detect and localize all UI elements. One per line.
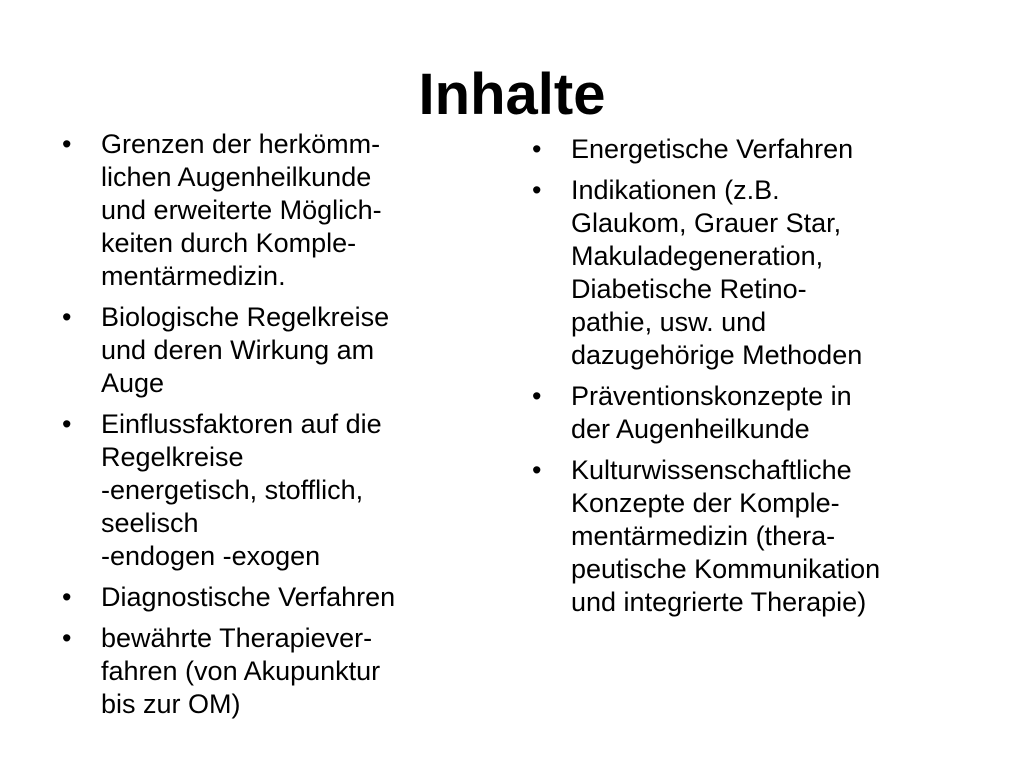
bullet-text-line: bis zur OM) [101, 689, 241, 719]
bullet-text-line: der Augenheilkunde [571, 414, 810, 444]
bullet-text-line: Konzepte der Komple- [571, 488, 840, 518]
bullet-text-line: Glaukom, Grauer Star, [571, 208, 842, 238]
bullet-marker: • [62, 302, 72, 332]
bullet-text-line: Einflussfaktoren auf die [101, 409, 382, 439]
bullet-marker: • [532, 381, 542, 411]
bullet-text-line: -energetisch, stofflich, [101, 475, 364, 505]
bullet-item [532, 133, 972, 166]
bullet-text-line: und erweiterte Möglich- [101, 195, 382, 225]
bullet-text-line: und integrierte Therapie) [571, 587, 867, 617]
bullet-text-line: keiten durch Komple- [101, 228, 357, 258]
bullet-text-line: Energetische Verfahren [571, 134, 854, 164]
bullet-item [62, 301, 492, 400]
bullet-marker: • [62, 623, 72, 653]
bullet-text-line: mentärmedizin (thera- [571, 521, 836, 551]
bullet-text-line: Präventionskonzepte in [571, 381, 852, 411]
bullet-marker: • [62, 582, 72, 612]
bullet-item [62, 622, 492, 721]
bullet-text-line: Diagnostische Verfahren [101, 582, 396, 612]
bullet-text-line: Diabetische Retino- [571, 274, 807, 304]
left-bullet-list [62, 128, 492, 729]
bullet-marker: • [62, 129, 72, 159]
bullet-text-line: mentärmedizin. [101, 261, 286, 291]
bullet-text-line: lichen Augenheilkunde [101, 162, 372, 192]
bullet-text-line: und deren Wirkung am [101, 335, 375, 365]
bullet-marker: • [532, 134, 542, 164]
bullet-text-line: Grenzen der herkömm- [101, 129, 381, 159]
bullet-text-line: Biologische Regelkreise [101, 302, 390, 332]
bullet-text-line: Makuladegeneration, [571, 241, 824, 271]
bullet-text-line: Indikationen (z.B. [571, 175, 780, 205]
bullet-text-line: fahren (von Akupunktur [101, 656, 381, 686]
slide-title: Inhalte [418, 62, 606, 127]
bullet-item [532, 174, 972, 372]
bullet-text-line: Kulturwissenschaftliche [571, 455, 852, 485]
bullet-item [62, 408, 492, 573]
bullet-text-line: Regelkreise [101, 442, 244, 472]
bullet-item [62, 581, 492, 614]
bullet-item [532, 454, 972, 619]
right-bullet-list [532, 133, 972, 627]
bullet-marker: • [532, 175, 542, 205]
bullet-text-line: peutische Kommunikation [571, 554, 881, 584]
bullet-text-line: dazugehörige Methoden [571, 340, 863, 370]
bullet-marker: • [62, 409, 72, 439]
bullet-marker: • [532, 455, 542, 485]
bullet-text-line: -endogen -exogen [101, 541, 321, 571]
bullet-text-line: seelisch [101, 508, 199, 538]
bullet-text-line: bewährte Therapiever- [101, 623, 373, 653]
bullet-text-line: Auge [101, 368, 165, 398]
bullet-text-line: pathie, usw. und [571, 307, 767, 337]
bullet-item [62, 128, 492, 293]
bullet-item [532, 380, 972, 446]
